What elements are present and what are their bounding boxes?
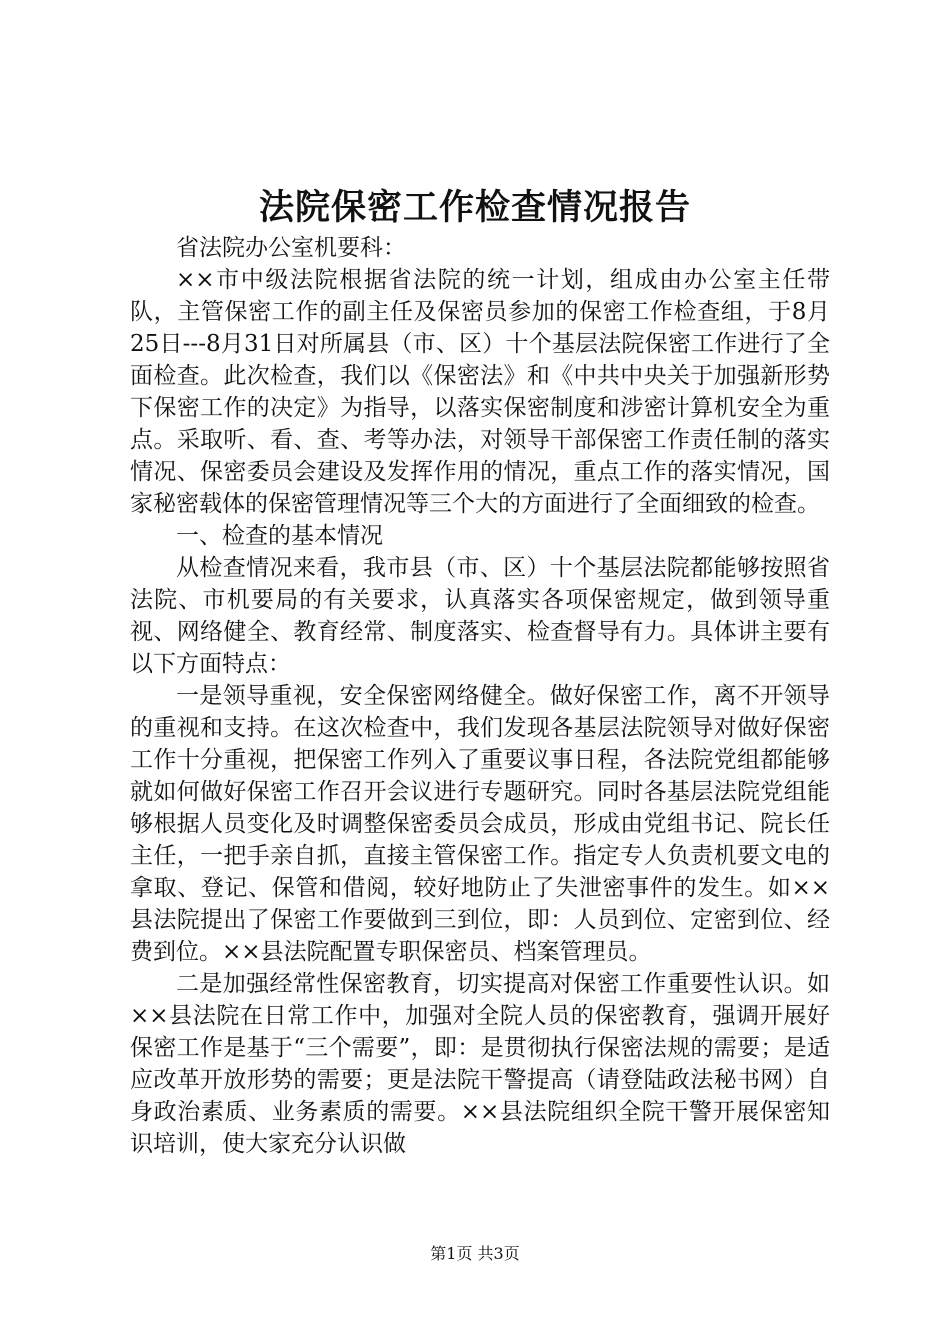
document-title: 法院保密工作检查情况报告 (258, 187, 691, 228)
section-heading-1: 一、检查的基本情况 (176, 523, 383, 549)
salutation: 省法院办公室机要科： (176, 235, 406, 261)
document-body (130, 232, 830, 1160)
paragraph-intro: ××市中级法院根据省法院的统一计划，组成由办公室主任带队，主管保密工作的副主任及保密员参加的保密工作检查组，于8月25日---8月31日对所属县（市、区）十个基层法院保密工作进行了全面检查。此次检查，我们以《保密法》和《中共中央关于加强新形势下保密工作的决定》为指导，以落实保密制度和涉密计算机安全为重点。采取听、看、查、考等办法，对领导干部保密工作责任制的落实情况、保密委员会建设及发挥作用的情况，重点工作的落实情况，国家秘密载体的保密管理情况等三个大的方面进行了全面细致的检查。 (130, 267, 830, 517)
paragraph-overview: 从检查情况来看，我市县（市、区）十个基层法院都能够按照省法院、市机要局的有关要求，认真落实各项保密规定，做到领导重视、网络健全、教育经常、制度落实、检查督导有力。具体讲主要有以下方面特点： (130, 555, 830, 677)
paragraph-point-1: 一是领导重视，安全保密网络健全。做好保密工作，离不开领导的重视和支持。在这次检查中，我们发现各基层法院领导对做好保密工作十分重视，把保密工作列入了重要议事日程，各法院党组都能够就如何做好保密工作召开会议进行专题研究。同时各基层法院党组能够根据人员变化及时调整保密委员会成员，形成由党组书记、院长任主任，一把手亲自抓，直接主管保密工作。指定专人负责机要文电的拿取、登记、保管和借阅，较好地防止了失泄密事件的发生。如××县法院提出了保密工作要做到三到位，即：人员到位、定密到位、经费到位。××县法院配置专职保密员、档案管理员。 (130, 683, 830, 965)
paragraph-point-2: 二是加强经常性保密教育，切实提高对保密工作重要性认识。如××县法院在日常工作中，加强对全院人员的保密教育，强调开展好保密工作是基于“三个需要”，即：是贯彻执行保密法规的需要；是适应改革开放形势的需要；更是法院干警提高（请登陆政法秘书网）自身政治素质、业务素质的需要。××县法院组织全院干警开展保密知识培训，使大家充分认识做 (130, 971, 830, 1157)
page-footer: 第1页 共3页 (430, 1244, 520, 1263)
